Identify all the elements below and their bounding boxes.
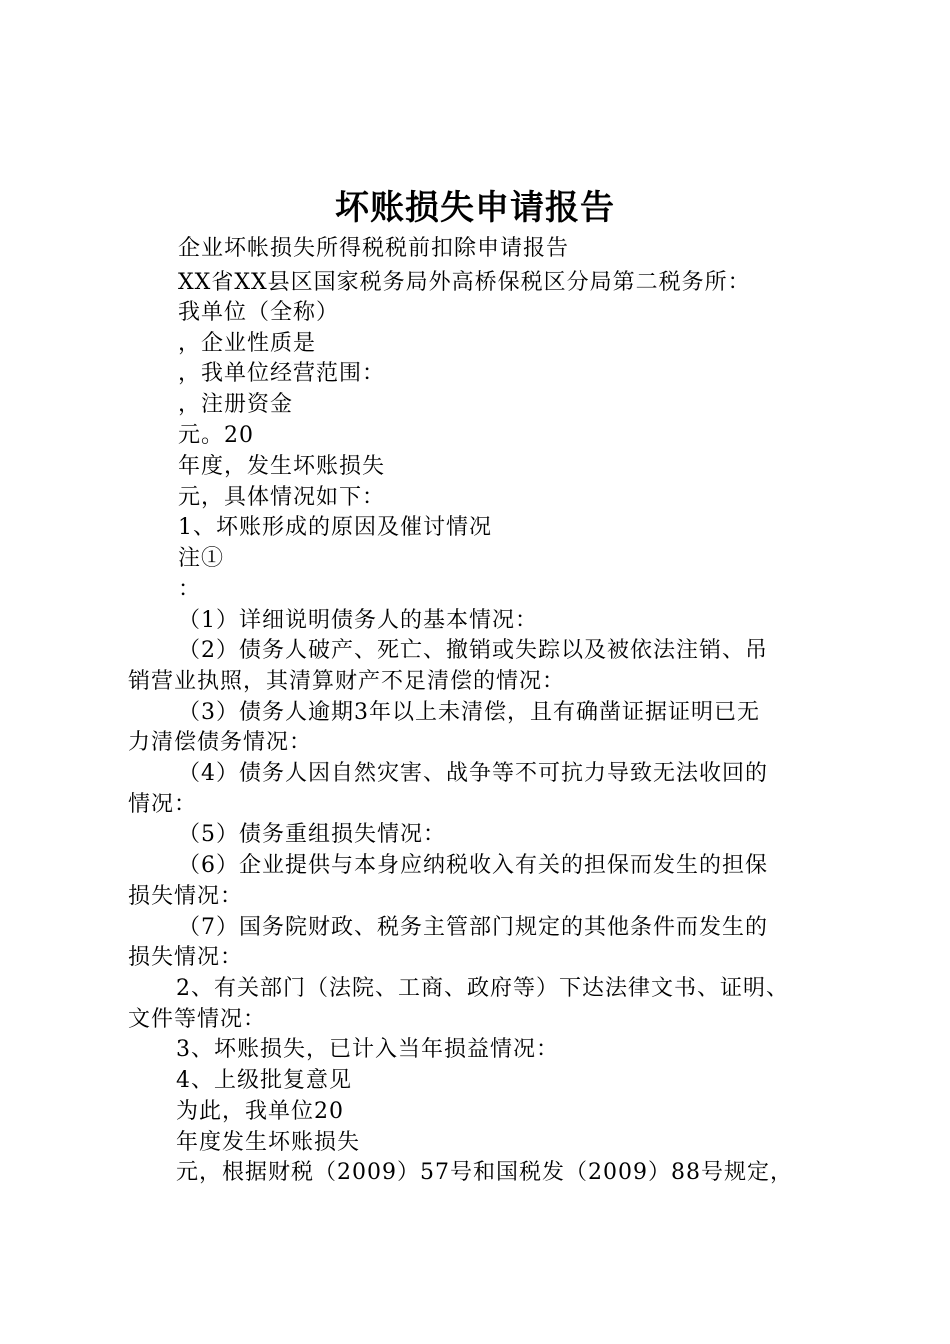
paragraph-line: 2、有关部门（法院、工商、政府等）下达法律文书、证明、 [176,976,789,1001]
paragraph-line: XX省XX县区国家税务局外高桥保税区分局第二税务所： [178,270,751,295]
paragraph-line: 损失情况： [128,945,244,970]
paragraph-line: 元，根据财税（2009）57号和国税发（2009）88号规定， [176,1160,793,1185]
paragraph-line: 文件等情况： [128,1007,267,1032]
paragraph-line: 销营业执照，其清算财产不足清偿的情况： [128,669,566,694]
paragraph-line: （4）债务人因自然灾害、战争等不可抗力导致无法收回的 [178,761,768,786]
paragraph-line: 3、坏账损失，已计入当年损益情况： [176,1037,559,1062]
paragraph-line: 年度发生坏账损失 [176,1130,361,1155]
paragraph-line: （6）企业提供与本身应纳税收入有关的担保而发生的担保 [178,853,768,878]
paragraph-line: 元。20 [178,423,254,448]
document-title: 坏账损失申请报告 [335,188,615,228]
paragraph-line: 年度，发生坏账损失 [178,454,386,479]
paragraph-line: （1）详细说明债务人的基本情况： [178,608,538,633]
paragraph-line: ： [178,577,202,602]
paragraph-line: 4、上级批复意见 [176,1068,352,1093]
paragraph-line: （2）债务人破产、死亡、撤销或失踪以及被依法注销、吊 [178,638,768,663]
paragraph-line: 损失情况： [128,884,244,909]
paragraph-line: 情况： [128,792,198,817]
paragraph-line: ，企业性质是 [178,331,317,356]
paragraph-line: 我单位（全称） [178,300,340,325]
paragraph-line: 注① [178,546,225,571]
paragraph-line: ，注册资金 [178,392,294,417]
paragraph-line: ，我单位经营范围： [178,361,386,386]
paragraph-line: 1、坏账形成的原因及催讨情况 [178,515,492,540]
paragraph-line: 为此，我单位20 [176,1099,344,1124]
paragraph-line: 企业坏帐损失所得税税前扣除申请报告 [178,236,570,261]
paragraph-line: （5）债务重组损失情况： [178,822,446,847]
paragraph-line: （3）债务人逾期3年以上未清偿，且有确凿证据证明已无 [178,700,760,725]
paragraph-line: （7）国务院财政、税务主管部门规定的其他条件而发生的 [178,915,768,940]
paragraph-line: 力清偿债务情况： [128,730,313,755]
paragraph-line: 元，具体情况如下： [178,485,386,510]
